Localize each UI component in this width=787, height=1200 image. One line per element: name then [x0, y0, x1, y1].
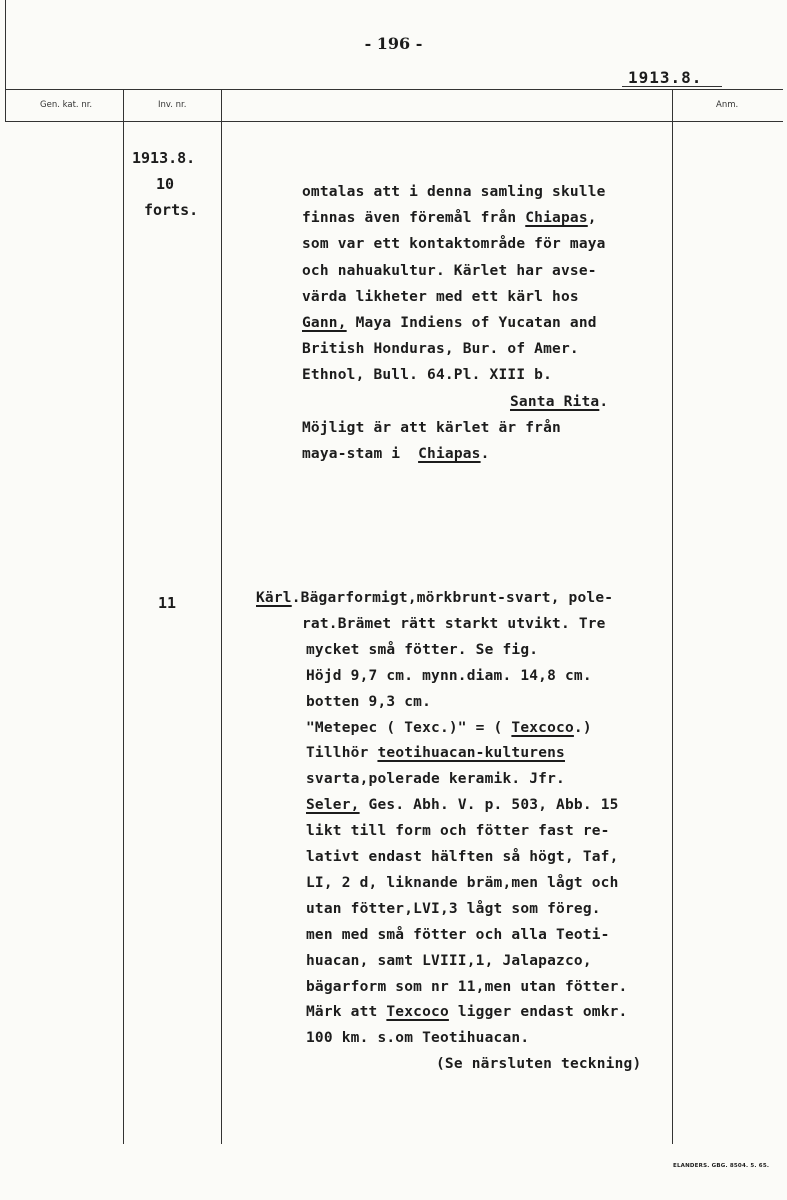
text-segment: bägarform som nr 11,men utan fötter.	[306, 978, 628, 995]
text-segment: British Honduras, Bur. of Amer.	[302, 341, 579, 358]
text-line	[302, 367, 552, 383]
text-line	[306, 797, 619, 813]
text-line	[510, 394, 608, 410]
text-line	[306, 953, 592, 969]
text-segment: LI, 2 d, liknande bräm,men lågt och	[306, 874, 619, 891]
text-segment: utan fötter,LVI,3 lågt som föreg.	[306, 900, 601, 917]
text-line	[302, 420, 561, 436]
text-segment: Möjligt är att kärlet är från	[302, 419, 561, 436]
text-line	[306, 668, 592, 684]
text-line	[302, 446, 490, 462]
text-line	[302, 236, 606, 252]
entry-text-1910-8-10	[0, 184, 787, 484]
underlined-term: Gann,	[302, 315, 347, 331]
text-segment: maya-stam i	[302, 446, 419, 462]
inv-number-line: 11	[158, 594, 177, 612]
text-segment: men med små fötter och alla Teoti-	[306, 926, 610, 943]
text-line	[306, 720, 592, 736]
underlined-term: Kärl	[256, 590, 292, 606]
text-segment: Ethnol, Bull. 64.Pl. XIII b.	[302, 367, 553, 384]
underlined-term: teotihuacan-kulturens	[377, 745, 565, 762]
text-segment: ,	[587, 210, 597, 227]
text-line	[302, 341, 579, 357]
text-segment: .	[599, 393, 609, 410]
column-header-anm: Anm.	[716, 100, 739, 110]
text-line	[306, 1030, 529, 1046]
text-segment: 100 km. s.om Teotihuacan.	[306, 1030, 530, 1047]
underlined-term: Chiapas	[525, 210, 588, 227]
text-segment: som var ett kontaktområde för maya	[302, 236, 606, 253]
underlined-term: Chiapas	[418, 446, 481, 462]
text-line	[302, 184, 606, 200]
printer-mark: ELANDERS. GBG. 8504. 5. 65.	[673, 1163, 770, 1169]
text-segment: värda likheter med ett kärl hos	[302, 288, 579, 305]
text-line	[306, 1004, 628, 1020]
inv-number-line: 1913.8.	[132, 149, 196, 167]
text-segment: ligger endast omkr.	[448, 1004, 628, 1021]
text-line	[302, 616, 606, 632]
entry-text-11	[0, 590, 787, 1100]
text-line	[306, 875, 619, 891]
column-header-gen-kat-nr: Gen. kat. nr.	[40, 100, 93, 110]
text-segment: "Metepec ( Texc.)" = (	[306, 719, 512, 736]
column-header-inv-nr: Inv. nr.	[158, 100, 187, 110]
text-line	[302, 315, 597, 331]
text-line	[306, 979, 627, 995]
text-segment: Tillhör	[306, 745, 378, 762]
text-segment: och nahuakultur. Kärlet har avse-	[302, 262, 597, 279]
text-line	[302, 289, 579, 305]
underlined-term: Santa Rita	[510, 393, 600, 410]
underlined-term: Texcoco	[386, 1004, 449, 1021]
text-line	[306, 927, 610, 943]
text-line	[306, 642, 538, 658]
text-line	[306, 771, 565, 787]
text-segment: finnas även föremål från	[302, 210, 526, 227]
text-line	[302, 210, 597, 226]
text-line	[302, 263, 597, 279]
page-number: - 196 -	[364, 34, 423, 53]
text-line	[306, 823, 610, 839]
text-segment: likt till form och fötter fast re-	[306, 823, 610, 840]
text-segment: .)	[573, 719, 592, 736]
ledger-number: 1913.8.	[628, 68, 703, 87]
text-segment: omtalas att i denna samling skulle	[302, 184, 606, 200]
text-line	[306, 745, 565, 761]
table-top-rule	[5, 89, 783, 90]
text-segment: Märk att	[306, 1004, 387, 1021]
text-segment: botten 9,3 cm.	[306, 693, 432, 710]
text-segment: rat.Brämet rätt starkt utvikt. Tre	[302, 615, 606, 632]
inv-number-line: 10	[156, 175, 175, 193]
header-bottom-rule	[5, 121, 783, 122]
text-segment: huacan, samt LVIII,1, Jalapazco,	[306, 952, 592, 969]
text-segment: Maya Indiens of Yucatan and	[346, 315, 597, 331]
text-line	[306, 901, 601, 917]
text-segment: lativt endast hälften så högt, Taf,	[306, 849, 619, 865]
text-line	[436, 1056, 641, 1072]
underlined-term: Texcoco	[511, 719, 574, 736]
text-line	[256, 590, 613, 606]
text-segment: .	[480, 446, 490, 462]
text-segment: .Bägarformigt,mörkbrunt-svart, pole-	[291, 590, 614, 606]
underlined-term: Seler,	[306, 797, 360, 814]
text-segment: mycket små fötter. Se fig.	[306, 641, 539, 658]
text-segment: Ges. Abh. V. p. 503, Abb. 15	[359, 797, 619, 814]
ledger-number-underline	[622, 86, 722, 87]
inv-number-line: forts.	[144, 201, 199, 219]
text-line	[306, 849, 619, 865]
text-segment: (Se närsluten teckning)	[436, 1056, 642, 1073]
text-line	[306, 694, 431, 710]
text-segment: Höjd 9,7 cm. mynn.diam. 14,8 cm.	[306, 667, 592, 684]
left-border	[5, 0, 6, 122]
text-segment: svarta,polerade keramik. Jfr.	[306, 771, 565, 788]
